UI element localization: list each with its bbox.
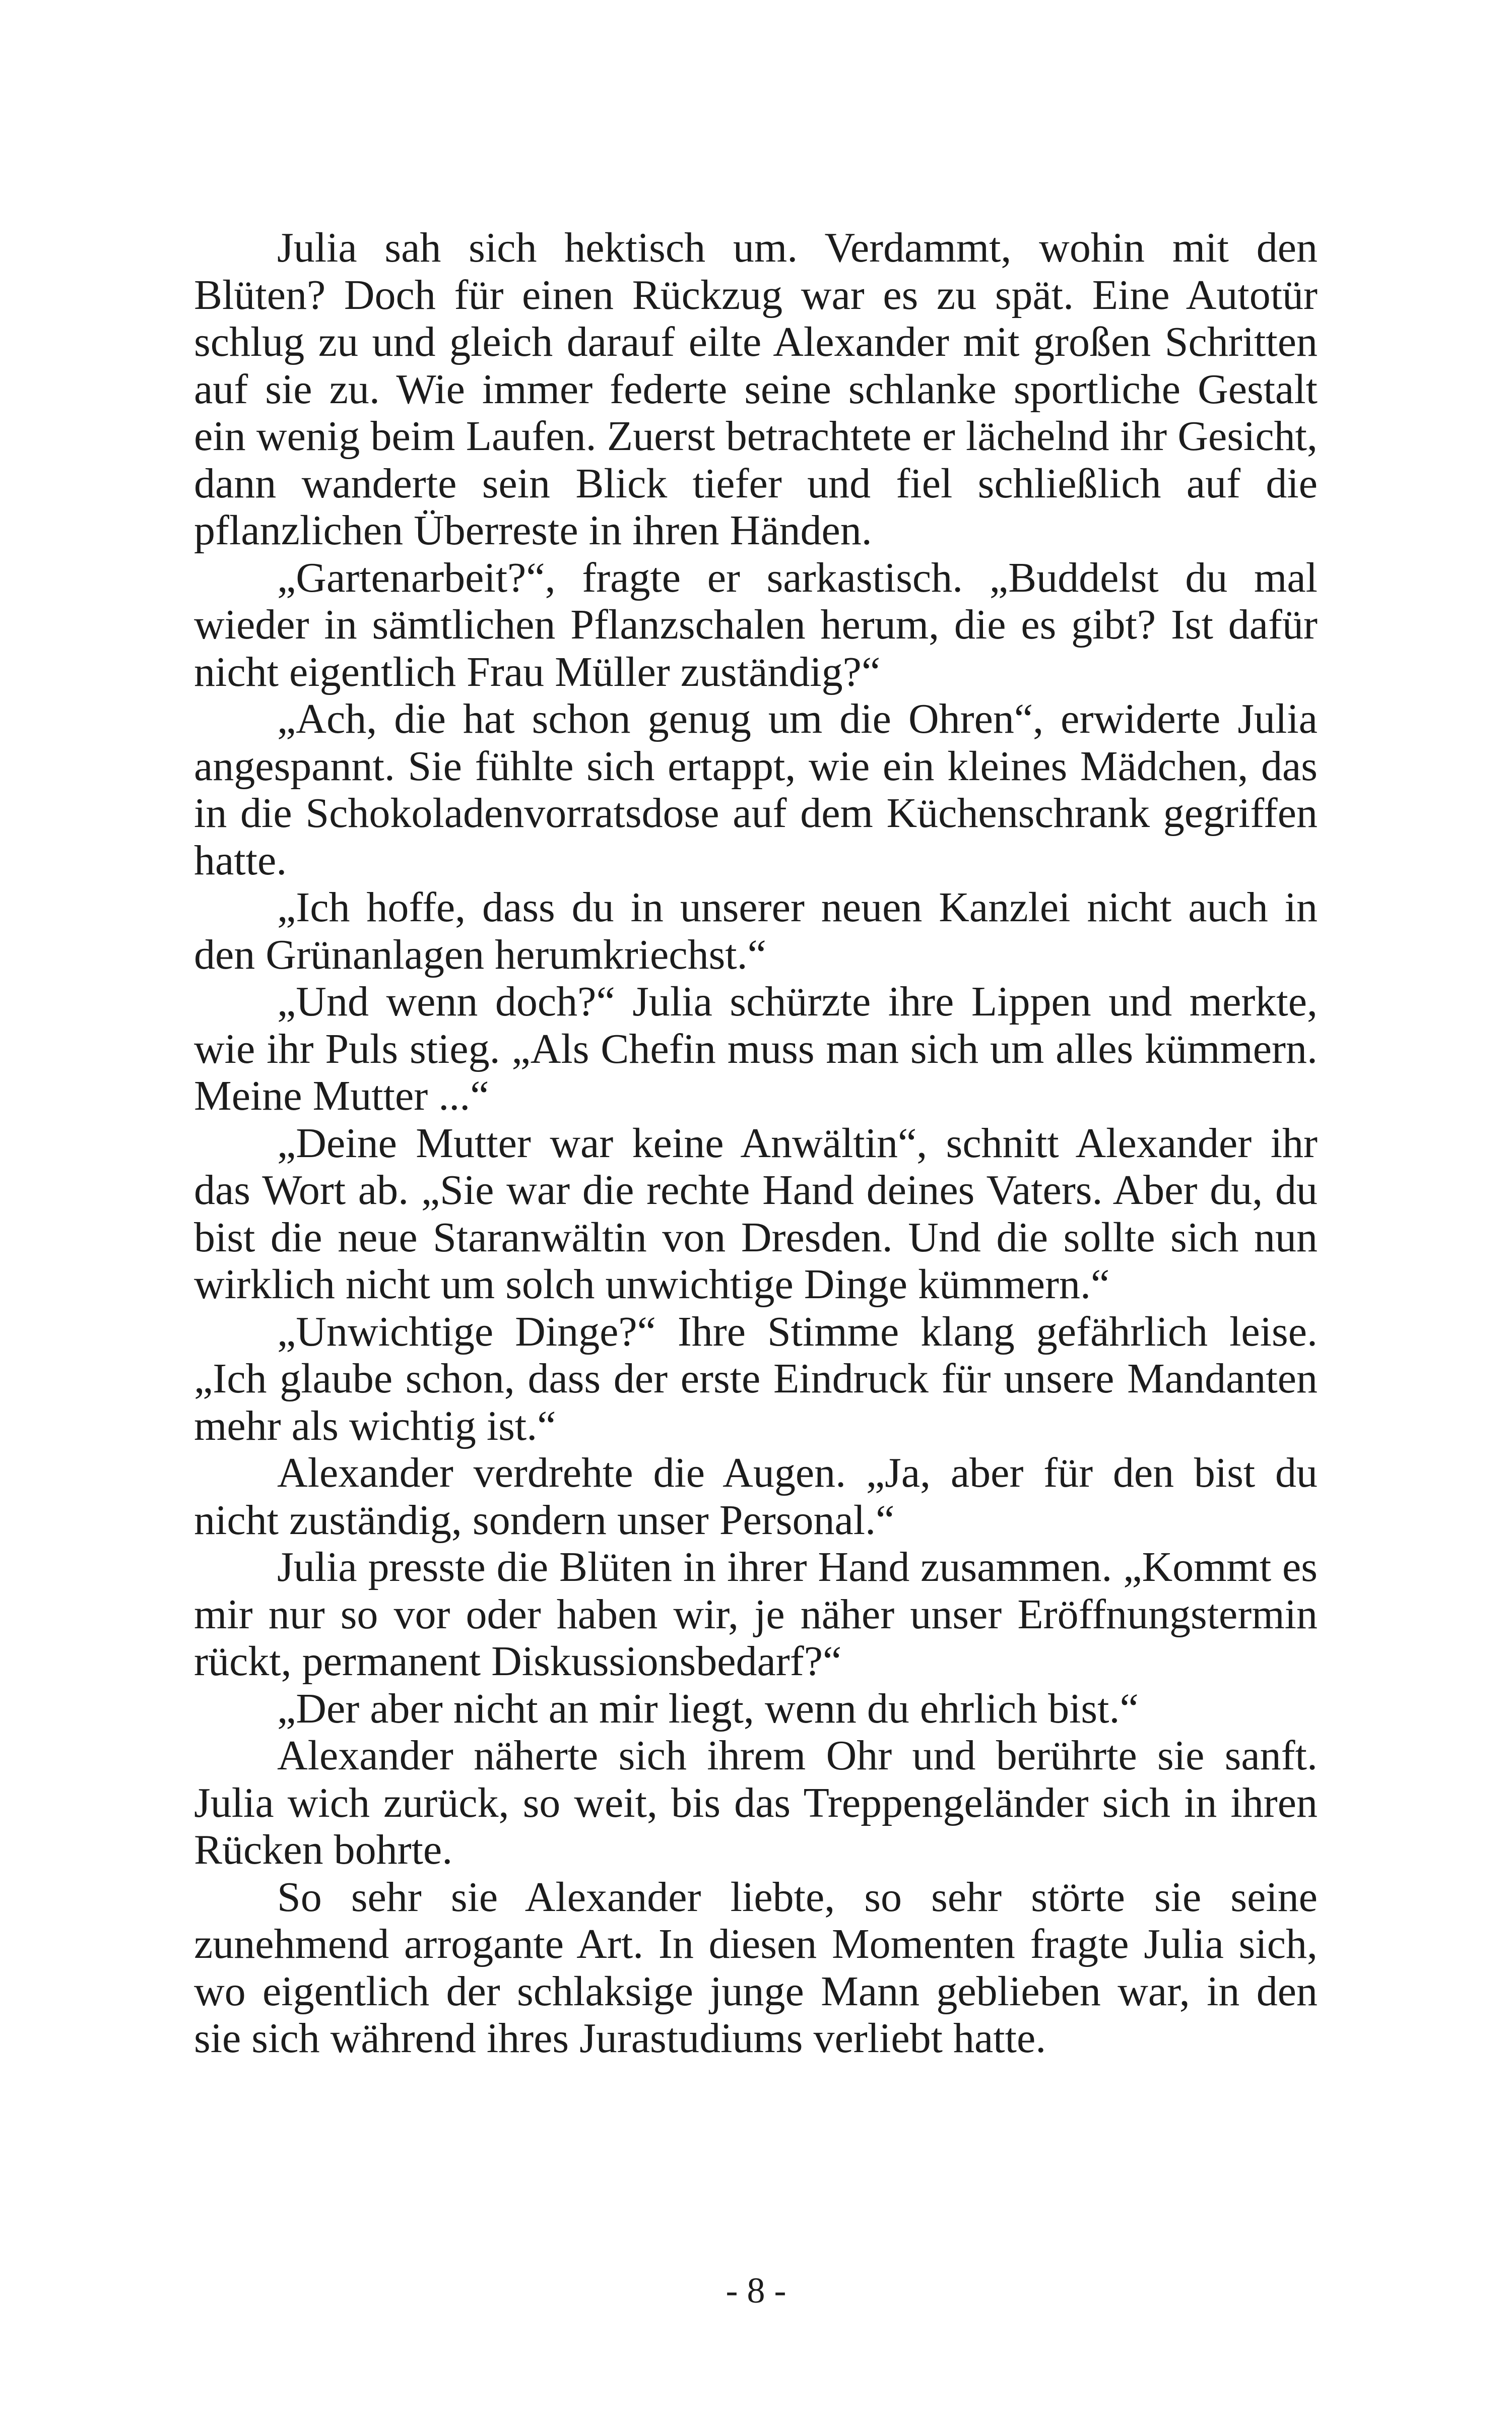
paragraph: Julia sah sich hektisch um. Verdammt, wohin mit den Blüten? Doch für einen Rückzug war es zu spät. Eine Autotür schlug zu und gleich darauf eilte Alexander mit großen Schritten auf sie zu. Wie immer federte seine schlanke sportliche Gestalt ein wenig beim Laufen. Zuerst betrachtete er lächelnd ihr Gesicht, dann wanderte sein Blick tiefer und fiel schließlich auf die pflanzlichen Überreste in ihren Händen. xyxy=(194,224,1318,554)
paragraph: Alexander näherte sich ihrem Ohr und berührte sie sanft. Julia wich zurück, so weit, bis das Treppengeländer sich in ihren Rücken bohrte. xyxy=(194,1732,1318,1873)
paragraph: „Und wenn doch?“ Julia schürzte ihre Lippen und merkte, wie ihr Puls stieg. „Als Chefin muss man sich um alles kümmern. Meine Mutter ...“ xyxy=(194,978,1318,1119)
paragraph: „Unwichtige Dinge?“ Ihre Stimme klang gefährlich leise. „Ich glaube schon, dass der erste Eindruck für unsere Mandanten mehr als wichtig ist.“ xyxy=(194,1308,1318,1449)
paragraph: „Gartenarbeit?“, fragte er sarkastisch. „Buddelst du mal wieder in sämtlichen Pflanzschalen herum, die es gibt? Ist dafür nicht eigentlich Frau Müller zuständig?“ xyxy=(194,554,1318,695)
paragraph: Julia presste die Blüten in ihrer Hand zusammen. „Kommt es mir nur so vor oder haben wir, je näher unser Eröffnungstermin rückt, permanent Diskussionsbedarf?“ xyxy=(194,1544,1318,1685)
paragraph: „Ach, die hat schon genug um die Ohren“, erwiderte Julia angespannt. Sie fühlte sich ertappt, wie ein kleines Mädchen, das in die Schokoladenvorratsdose auf dem Küchenschrank gegriffen hatte. xyxy=(194,695,1318,884)
paragraph: So sehr sie Alexander liebte, so sehr störte sie seine zunehmend arrogante Art. In diesen Momenten fragte Julia sich, wo eigentlich der schlaksige junge Mann geblieben war, in den sie sich während ihres Jurastudiums verliebt hatte. xyxy=(194,1873,1318,2062)
paragraph: „Der aber nicht an mir liegt, wenn du ehrlich bist.“ xyxy=(277,1685,1139,1732)
paragraph: „Ich hoffe, dass du in unserer neuen Kanzlei nicht auch in den Grünanlagen herumkriechst.“ xyxy=(194,884,1318,978)
page-number: - 8 - xyxy=(726,2270,786,2311)
paragraph: Alexander verdrehte die Augen. „Ja, aber für den bist du nicht zuständig, sondern unser Personal.“ xyxy=(194,1449,1318,1544)
paragraph: „Deine Mutter war keine Anwältin“, schnitt Alexander ihr das Wort ab. „Sie war die rechte Hand deines Vaters. Aber du, du bist die neue Staranwältin von Dresden. Und die sollte sich nun wirklich nicht um solch unwichtige Dinge kümmern.“ xyxy=(194,1119,1318,1308)
body-text xyxy=(194,224,1318,2062)
